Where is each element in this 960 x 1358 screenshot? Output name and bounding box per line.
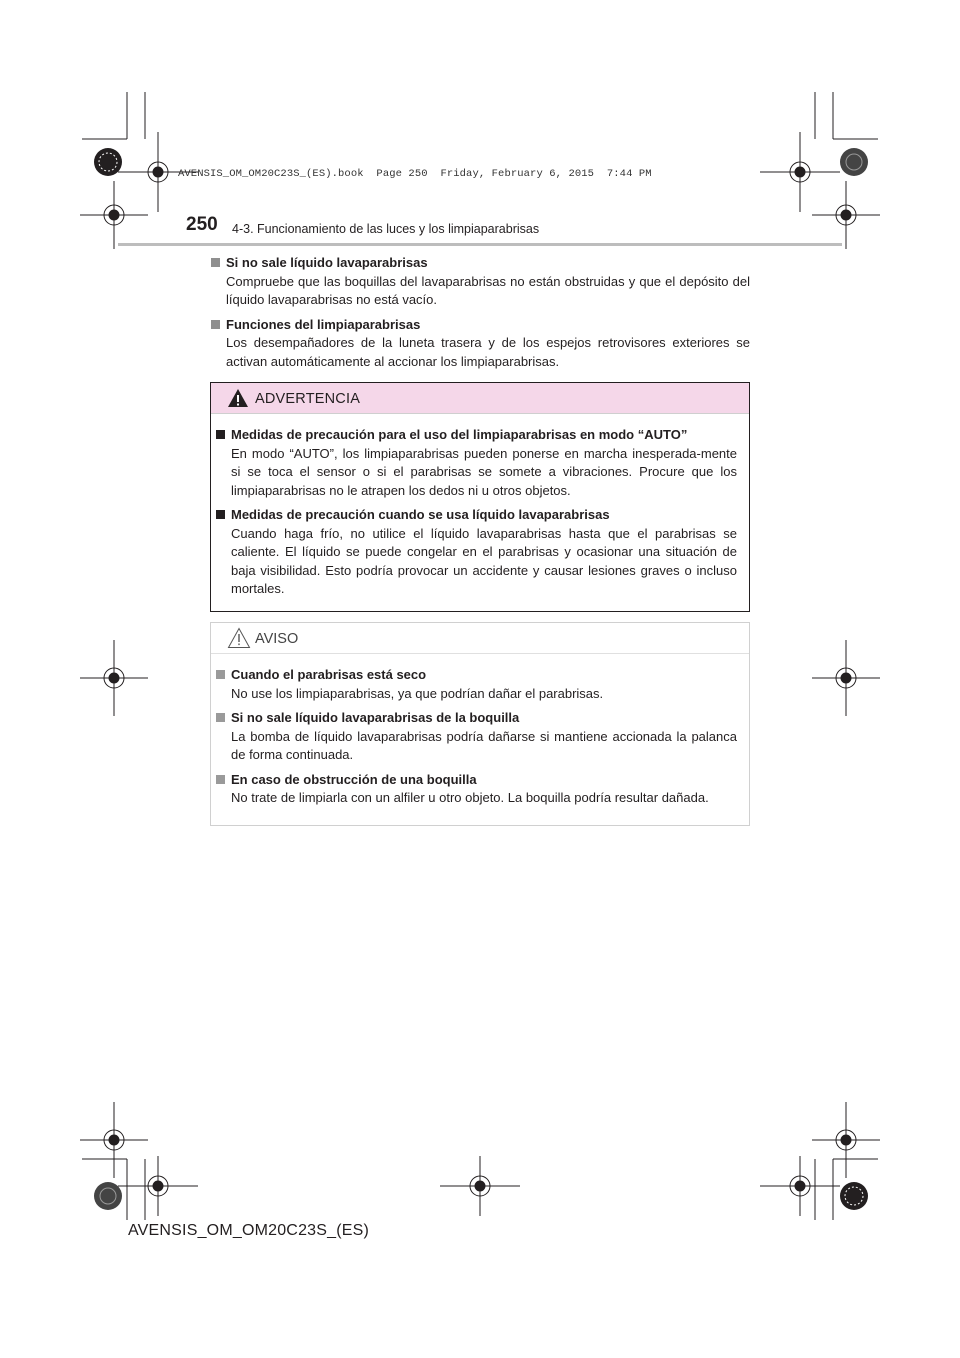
notice-box: [210, 622, 750, 826]
item-body: En modo “AUTO”, los limpiaparabrisas pueden ponerse en marcha inesperada-mente si se toca el sensor o si el parabrisas se somete a vibraciones. Procure que los limpiaparabrisas no le atrapen los dedos ni u otros objetos.: [231, 445, 737, 498]
item-body: Compruebe que las boquillas del lavaparabrisas no están obstruidas y que el depósito del líquido lavaparabrisas no está vacío.: [226, 273, 750, 307]
item-heading: En caso de obstrucción de una boquilla: [231, 771, 477, 787]
warning-item: [215, 506, 737, 599]
warning-item: [215, 426, 737, 500]
warning-header: [211, 383, 749, 414]
main-content: [210, 254, 750, 377]
page-number: 250: [186, 214, 218, 235]
square-bullet-icon: [216, 670, 225, 679]
item-heading: Medidas de precaución cuando se usa líquido lavaparabrisas: [231, 507, 610, 522]
item-body: La bomba de líquido lavaparabrisas podría dañarse si mantiene accionada la palanca de forma continuada.: [231, 728, 737, 762]
item-heading: Si no sale líquido lavaparabrisas de la boquilla: [231, 710, 520, 725]
square-bullet-icon: [216, 430, 225, 439]
book-file-info: AVENSIS_OM_OM20C23S_(ES).book Page 250 Friday, February 6, 2015 7:44 PM: [178, 168, 652, 180]
item-body: Los desempañadores de la luneta trasera y de los espejos retrovisores exteriores se activan automáticamente al accionar los limpiaparabrisas.: [226, 335, 750, 369]
square-bullet-icon: [216, 775, 225, 784]
notice-item: [215, 771, 737, 808]
warning-title: ADVERTENCIA: [255, 391, 361, 407]
section-title: 4-3. Funcionamiento de las luces y los limpiaparabrisas: [232, 222, 540, 236]
item-heading: Si no sale líquido lavaparabrisas: [226, 255, 428, 270]
notice-item: [215, 666, 737, 703]
notice-item: [215, 709, 737, 765]
item-body: Cuando haga frío, no utilice el líquido lavaparabrisas hasta que el parabrisas se caliente. El líquido se puede congelar en el parabrisas y ocasionar una situación de baja visibilidad. Esto podría provocar un accidente y causar lesiones graves o incluso mortales.: [231, 525, 737, 596]
item-heading: Cuando el parabrisas está seco: [231, 667, 427, 682]
notice-title: AVISO: [255, 631, 299, 647]
notice-header: [211, 623, 749, 654]
item-heading: Medidas de precaución para el uso del limpiaparabrisas en modo “AUTO”: [231, 427, 688, 442]
square-bullet-icon: [211, 320, 220, 329]
square-bullet-icon: [216, 510, 225, 519]
square-bullet-icon: [216, 713, 225, 722]
caution-triangle-icon: [227, 627, 251, 649]
warning-triangle-icon: [227, 388, 249, 408]
header-divider: [118, 243, 842, 246]
info-item: [210, 254, 750, 310]
square-bullet-icon: [211, 258, 220, 267]
item-body: No use los limpiaparabrisas, ya que podrían dañar el parabrisas.: [231, 685, 604, 701]
item-heading: Funciones del limpiaparabrisas: [226, 316, 421, 332]
footer-document-code: AVENSIS_OM_OM20C23S_(ES): [128, 1222, 370, 1239]
info-item: [210, 316, 750, 372]
item-body: No trate de limpiarla con un alfiler u otro objeto. La boquilla podría resultar dañada.: [231, 790, 709, 805]
warning-box: [210, 382, 750, 612]
